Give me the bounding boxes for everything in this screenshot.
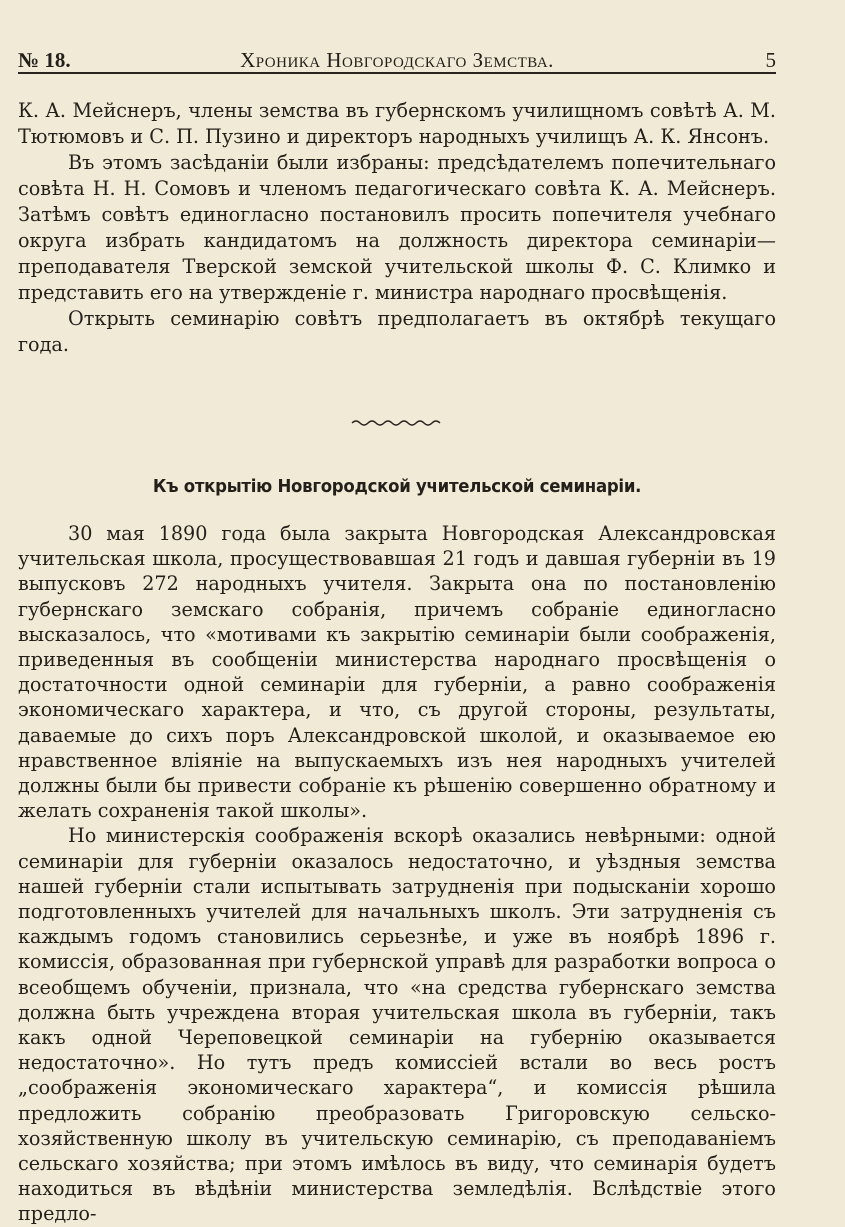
article-body [18,521,776,1227]
section-divider-ornament [350,416,442,430]
section-continued-text [18,98,776,358]
paragraph: 30 мая 1890 года была закрыта Новгородская Александровская учительская школа, просуществовавшая 21 годъ и давшая губернiи въ 19 выпусковъ 272 народныхъ учителя. Закрыта она по постановленiю губернскаго земскаго собранiя, причемъ собранiе единогласно высказалось, что «мотивами къ закрытiю семинарiи были соображенiя, приведенныя въ сообщенiи министерства народнаго просвѣщенiя о достаточности одной семинарiи для губернiи, а равно соображенiя экономическаго характера, и что, съ другой стороны, результаты, даваемые до сихъ поръ Александровской школой, и оказываемое ею нравственное влiянiе на выпускаемыхъ изъ нея народныхъ учителей должны были бы привести собранiе къ рѣшенiю совершенно обратному и желать сохраненiя такой школы». [18,522,776,823]
paragraph: К. А. Мейснеръ, члены земства въ губернскомъ училищномъ совѣтѣ А. М. Тютюмовъ и С. П. Пузино и директоръ народныхъ училищъ А. К. Янсонъ. [18,99,776,148]
paragraph: Но министерскiя соображенiя вскорѣ оказались невѣрными: одной семинарiи для губернiи оказалось недостаточно, и уѣздныя земства нашей губернiи стали испытывать затрудненiя при подысканiи хорошо подготовленныхъ учителей для начальныхъ школъ. Эти затрудненiя съ каждымъ годомъ становились серьезнѣе, и уже въ ноябрѣ 1896 г. комиссiя, образованная при губернской управѣ для разработки вопроса о всеобщемъ обученiи, признала, что «на средства губернскаго земства должна быть учреждена вторая учительская школа въ губернiи, такъ какъ одной Череповецкой семинарiи на губернiю оказывается недостаточно». Но тутъ предъ комиссiей встали во весь ростъ „соображенiя экономическаго характера“, и комиссiя рѣшила предложить собранiю преобразовать Григоровскую сельско-хозяйственную школу въ учительскую семинарiю, съ преподаванiемъ сельскаго хозяйства; при этомъ имѣлось въ виду, что семинарiя будетъ находиться въ вѣдѣнiи министерства земледѣлiя. Вслѣдствiе этого предло- [18,824,776,1226]
paragraph: Открыть семинарiю совѣтъ предполагаетъ въ октябрѣ текущаго года. [18,307,776,356]
issue-number: № 18. [18,48,71,72]
paragraph: Въ этомъ засѣданiи были избраны: предсѣдателемъ попечительнаго совѣта Н. Н. Сомовъ и членомъ педагогическаго совѣта К. А. Мейснеръ. Затѣмъ совѣтъ единогласно постановилъ просить попечителя учебнаго округа избрать кандидатомъ на должность директора семинарiи— преподавателя Тверской земской учительской школы Ф. С. Климко и представить его на утвержденiе г. министра народнаго просвѣщенiя. [18,151,776,304]
running-header [18,42,776,74]
article-heading: Къ открытiю Новгородской учительской семинарiи. [152,476,642,497]
journal-title: Хроника Новгородскаго Земства. [240,48,554,72]
page-number: 5 [765,48,776,72]
